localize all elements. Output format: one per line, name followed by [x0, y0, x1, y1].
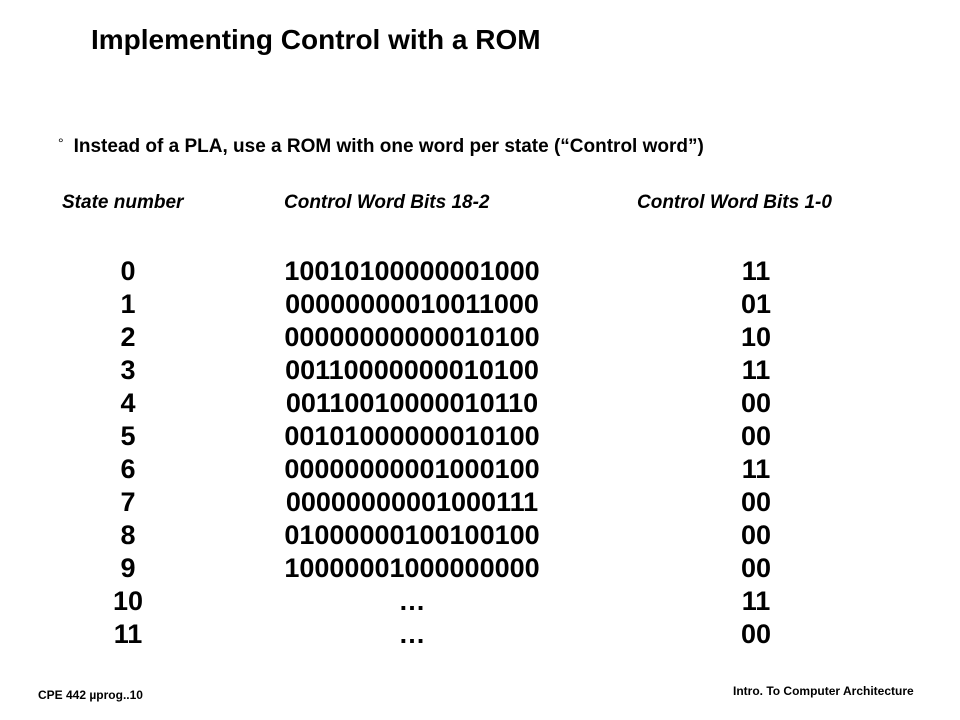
table-row — [0, 288, 960, 321]
control-word-cell: 00000000010011000 — [285, 289, 539, 319]
table-row — [0, 618, 960, 651]
footer-course-label: CPE 442 µprog..10 — [38, 688, 143, 702]
low-bits-cell: 11 — [741, 454, 771, 484]
state-number-cell: 7 — [120, 487, 136, 517]
control-word-cell: 10000001000000000 — [284, 553, 540, 583]
state-number-cell: 3 — [120, 355, 136, 385]
control-word-cell: … — [398, 619, 426, 649]
low-bits-cell: 11 — [741, 355, 771, 385]
table-row — [0, 486, 960, 519]
slide-title: Implementing Control with a ROM — [91, 24, 541, 55]
state-number-cell: 5 — [120, 421, 136, 451]
control-word-cell: 00000000000010100 — [284, 322, 540, 352]
low-bits-cell: 01 — [740, 289, 772, 319]
table-row — [0, 420, 960, 453]
low-bits-cell: 00 — [740, 619, 772, 649]
header-control-word-bits-18-2: Control Word Bits 18-2 — [284, 192, 490, 213]
footer-subject-label: Intro. To Computer Architecture — [733, 684, 914, 698]
state-number-cell: 1 — [120, 289, 136, 319]
table-row — [0, 321, 960, 354]
low-bits-cell: 11 — [741, 586, 771, 616]
low-bits-cell: 00 — [740, 421, 772, 451]
state-number-cell: 2 — [120, 322, 136, 352]
low-bits-cell: 10 — [740, 322, 772, 352]
bullet-text: Instead of a PLA, use a ROM with one word per state (“Control word”) — [73, 136, 704, 157]
control-word-cell: 00000000001000111 — [285, 487, 539, 517]
bullet-icon: ° — [58, 135, 64, 151]
table-row — [0, 552, 960, 585]
state-number-cell: 8 — [120, 520, 136, 550]
control-word-cell: 10010100000001000 — [284, 256, 540, 286]
state-number-cell: 10 — [112, 586, 144, 616]
state-number-cell: 4 — [120, 388, 136, 418]
control-word-cell: 00110000000010100 — [285, 355, 539, 385]
header-control-word-bits-1-0: Control Word Bits 1-0 — [637, 192, 832, 213]
table-row — [0, 519, 960, 552]
state-number-cell: 9 — [120, 553, 136, 583]
table-row — [0, 354, 960, 387]
table-row — [0, 585, 960, 618]
header-state-number: State number — [62, 192, 184, 213]
control-word-cell: 01000000100100100 — [284, 520, 540, 550]
state-number-cell: 11 — [113, 619, 143, 649]
table-row — [0, 453, 960, 486]
bullet-item — [58, 136, 704, 158]
low-bits-cell: 00 — [740, 487, 772, 517]
control-word-cell: 00000000001000100 — [284, 454, 540, 484]
low-bits-cell: 00 — [740, 520, 772, 550]
low-bits-cell: 00 — [740, 388, 772, 418]
table-row — [0, 255, 960, 288]
table-row — [0, 387, 960, 420]
low-bits-cell: 11 — [741, 256, 771, 286]
control-rom-table — [0, 255, 960, 651]
low-bits-cell: 00 — [740, 553, 772, 583]
control-word-cell: 00110010000010110 — [285, 388, 539, 418]
control-word-cell: 00101000000010100 — [284, 421, 540, 451]
state-number-cell: 0 — [120, 256, 136, 286]
state-number-cell: 6 — [120, 454, 136, 484]
control-word-cell: … — [398, 586, 426, 616]
